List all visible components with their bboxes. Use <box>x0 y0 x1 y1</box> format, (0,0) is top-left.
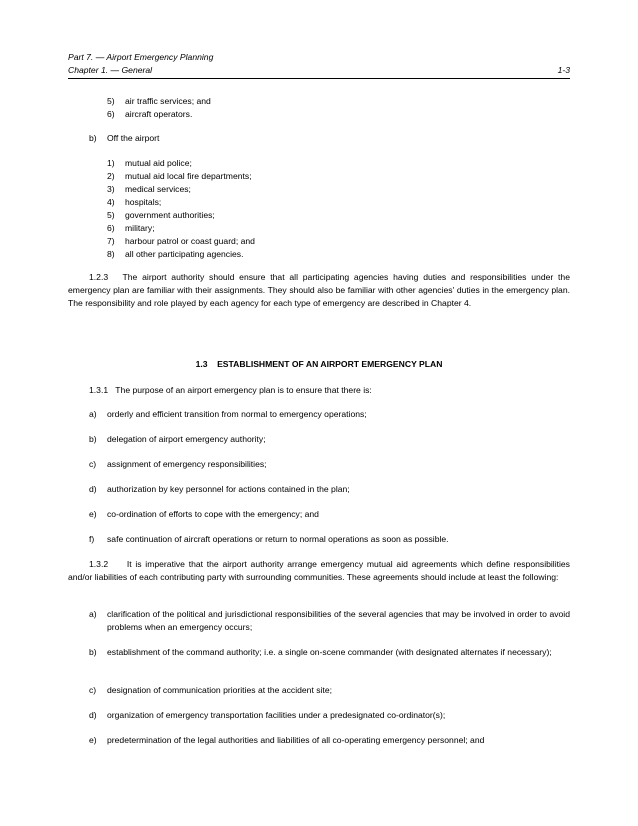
list-item-text: harbour patrol or coast guard; and <box>125 236 255 246</box>
list-item-text: air traffic services; and <box>125 96 211 106</box>
list-item-number: 3) <box>107 184 115 194</box>
section-title <box>68 358 570 371</box>
list-item-number: 7) <box>107 236 115 246</box>
paragraph-number: 1.3.1 <box>89 385 109 395</box>
paragraph-1-2-3 <box>68 271 570 310</box>
list-item-text: mutual aid police; <box>125 158 192 168</box>
header-chapter-title: Chapter 1. — General <box>68 65 153 75</box>
list-item-number: 8) <box>107 249 115 259</box>
list-item-letter: a) <box>89 609 97 619</box>
list-item-text: establishment of the command authority; i.e. a single on-scene commander (with designated alternates if necessary); <box>107 647 552 657</box>
section-number: 1.3 <box>195 359 208 369</box>
list-item-letter: b) <box>89 434 97 444</box>
list-item-letter: c) <box>89 459 97 469</box>
list-item-text: co-ordination of efforts to cope with the emergency; and <box>107 509 319 519</box>
list-item-text: orderly and efficient transition from normal to emergency operations; <box>107 409 367 419</box>
header-part-title: Part 7. — Airport Emergency Planning <box>68 52 214 62</box>
paragraph-text: The airport authority should ensure that all participating agencies having duties and responsibilities under the emergency plan are familiar with their assignments. They should also be familiar with other agencies' duties in the emergency plan. The responsibility and role played by each agency for each type of emergency are described in Chapter 4. <box>68 272 570 308</box>
header-rule <box>68 78 570 79</box>
header-page-number: 1-3 <box>557 65 570 75</box>
list-item-number: 2) <box>107 171 115 181</box>
list-item-text: government authorities; <box>125 210 215 220</box>
list-item-number: 1) <box>107 158 115 168</box>
list-item-text: all other participating agencies. <box>125 249 244 259</box>
paragraph-number: 1.2.3 <box>89 272 109 282</box>
list-item-letter: e) <box>89 735 97 745</box>
list-item-text: hospitals; <box>125 197 162 207</box>
list-item-letter: d) <box>89 484 97 494</box>
list-item-number: 6) <box>107 109 115 119</box>
list-item-letter: a) <box>89 409 97 419</box>
list-item-letter: e) <box>89 509 97 519</box>
list-item-number: 5) <box>107 96 115 106</box>
section-title-text: ESTABLISHMENT OF AN AIRPORT EMERGENCY PLAN <box>217 359 443 369</box>
list-item-text: mutual aid local fire departments; <box>125 171 252 181</box>
list-item-text: delegation of airport emergency authority; <box>107 434 266 444</box>
list-item-text: medical services; <box>125 184 191 194</box>
running-header <box>68 51 570 77</box>
off-airport-label: b) <box>89 133 97 143</box>
list-item-text: safe continuation of aircraft operations or return to normal operations as soon as possible. <box>107 534 449 544</box>
list-item-number: 6) <box>107 223 115 233</box>
list-item-number: 5) <box>107 210 115 220</box>
list-item-letter: c) <box>89 685 97 695</box>
paragraph-1-3-1 <box>68 384 570 397</box>
paragraph-text: The purpose of an airport emergency plan is to ensure that there is: <box>115 385 372 395</box>
paragraph-text: It is imperative that the airport authority arrange emergency mutual aid agreements which define responsibilities and/or liabilities of each contributing party with surrounding communities. These agreements should include at least the following: <box>68 559 570 582</box>
paragraph-number: 1.3.2 <box>89 559 109 569</box>
paragraph-1-3-2 <box>68 558 570 584</box>
list-item-text: aircraft operators. <box>125 109 193 119</box>
list-item-letter: b) <box>89 647 97 657</box>
list-item-text: assignment of emergency responsibilities; <box>107 459 267 469</box>
list-item-text: organization of emergency transportation facilities under a predesignated co-ordinator(s); <box>107 710 446 720</box>
list-item-text: military; <box>125 223 155 233</box>
list-item-text: predetermination of the legal authorities and liabilities of all co-operating emergency personnel; and <box>107 735 485 745</box>
list-item-text: clarification of the political and jurisdictional responsibilities of the several agencies that may be involved in order to avoid problems when an emergency occurs; <box>107 609 570 632</box>
off-airport-heading-text: Off the airport <box>107 133 160 143</box>
list-item-letter: f) <box>89 534 95 544</box>
list-item-text: authorization by key personnel for actions contained in the plan; <box>107 484 350 494</box>
list-item-text: designation of communication priorities at the accident site; <box>107 685 332 695</box>
list-item-number: 4) <box>107 197 115 207</box>
list-item-letter: d) <box>89 710 97 720</box>
